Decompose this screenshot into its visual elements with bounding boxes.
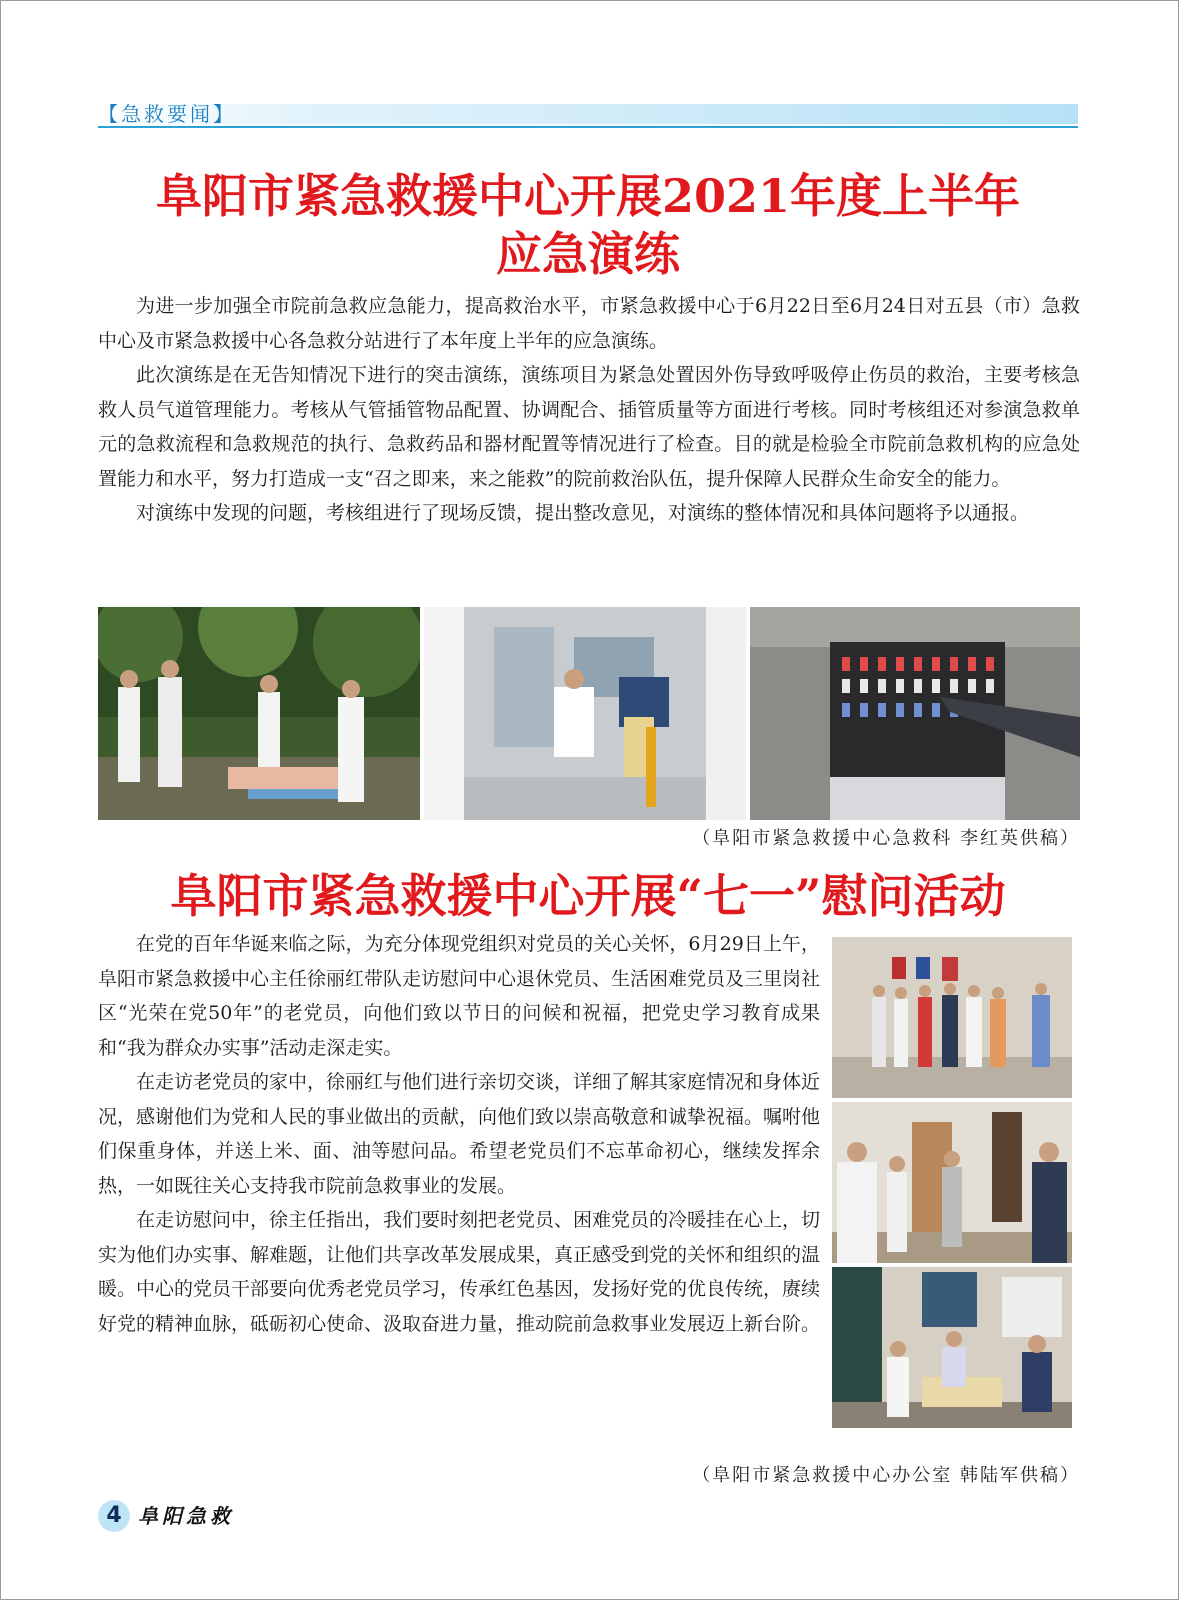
- photo-courtyard-visit: [832, 1267, 1072, 1428]
- article2-paragraph: 在走访老党员的家中，徐丽红与他们进行亲切交谈，详细了解其家庭情况和身体近况，感谢他们为党和人民的事业做出的贡献，向他们致以崇高敬意和诚挚祝福。嘱咐他们保重身体，并送上米、面、油等慰问品。希望老党员们不忘革命初心，继续发挥余热，一如既往关心支持我市院前急救事业的发展。: [98, 1071, 821, 1197]
- photo-ambulance-interior: [424, 607, 746, 820]
- article1-paragraph: 对演练中发现的问题，考核组进行了现场反馈，提出整改意见，对演练的整体情况和具体问题将予以通报。: [136, 502, 1030, 524]
- publication-title: 阜阳急救: [138, 1504, 234, 1528]
- article1-body: [98, 289, 1080, 531]
- photo-group-visit: [832, 937, 1072, 1098]
- photo-cpr-drill: [98, 607, 420, 820]
- article2-body: [98, 927, 820, 1341]
- photo-medicine-case: [750, 607, 1080, 820]
- article2-credit: （阜阳市紧急救援中心办公室 韩陆军供稿）: [692, 1465, 1080, 1486]
- article1-paragraph: 为进一步加强全市院前急救应急能力，提高救治水平，市紧急救援中心于6月22日至6月24日对五县（市）急救中心及市紧急救援中心各急救分站进行了本年度上半年的应急演练。: [98, 295, 1080, 352]
- article1-credit: （阜阳市紧急救援中心急救科 李红英供稿）: [692, 828, 1080, 849]
- article1-paragraph: 此次演练是在无告知情况下进行的突击演练，演练项目为紧急处置因外伤导致呼吸停止伤员的救治，主要考核急救人员气道管理能力。考核从气管插管物品配置、协调配合、插管质量等方面进行考核。同时考核组还对参演急救单元的急救流程和急救规范的执行、急救药品和器材配置等情况进行了检查。目的就是检验全市院前急救机构的应急处置能力和水平，努力打造成一支“召之即来，来之能救”的院前救治队伍，提升保障人民群众生命安全的能力。: [98, 364, 1080, 490]
- section-header-bar: [98, 104, 1078, 124]
- section-header: [98, 101, 1078, 131]
- article1-title-line1: 阜阳市紧急救援中心开展2021年度上半年: [155, 169, 1021, 223]
- article2-paragraph: 在党的百年华诞来临之际，为充分体现党组织对党员的关心关怀，6月29日上午，阜阳市紧急救援中心主任徐丽红带队走访慰问中心退休党员、生活困难党员及三里岗社区“光荣在党50年”的老党员，向他们致以节日的问候和祝福，把党史学习教育成果和“我为群众办实事”活动走深走实。: [98, 933, 821, 1059]
- article2-paragraph: 在走访慰问中，徐主任指出，我们要时刻把老党员、困难党员的冷暖挂在心上，切实为他们办实事、解难题，让他们共享改革发展成果，真正感受到党的关怀和组织的温暖。中心的党员干部要向优秀老党员学习，传承红色基因，发扬好党的优良传统，赓续好党的精神血脉，砥砺初心使命、汲取奋进力量，推动院前急救事业发展迈上新台阶。: [98, 1209, 821, 1335]
- section-header-rule: [98, 126, 1078, 128]
- section-label: 【急救要闻】: [98, 102, 236, 126]
- photo-home-conversation: [832, 1102, 1072, 1263]
- article2-title: 阜阳市紧急救援中心开展“七一”慰问活动: [170, 869, 1006, 923]
- page-number: 4: [98, 1500, 130, 1532]
- article1-title-line2: 应急演练: [496, 227, 680, 281]
